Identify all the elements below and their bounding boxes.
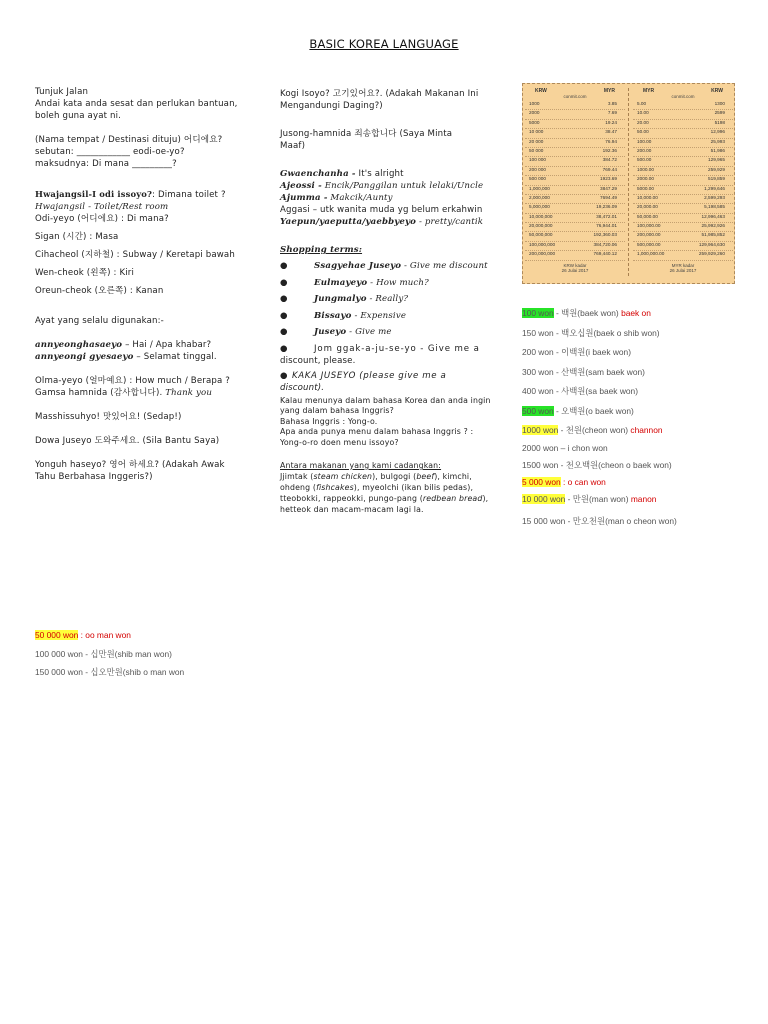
table-cell: 100,000,000	[529, 241, 556, 247]
table-cell: 500.00	[637, 157, 652, 163]
text-line: Oreun-cheok (오른쪽) : Kanan	[35, 286, 164, 296]
text-line: Tahu Berbahasa Inggeris?)	[35, 472, 153, 482]
text-line: Jjimtak (steam chicken), bulgogi (beef), kimchi,	[280, 472, 472, 481]
directions-title: Tunjuk Jalan	[35, 87, 89, 97]
farewell-line: annyeongi gyesaeyo – Selamat tinggal.	[35, 352, 217, 362]
table-row	[525, 204, 625, 213]
menu-block	[280, 396, 495, 449]
currency-rate-table	[522, 83, 735, 284]
table-cell: 1300	[714, 101, 725, 106]
list-item: 100 won - 백원(baek won) baek on	[522, 308, 651, 318]
text-line: Bahasa Inggris : Yong-o.	[280, 416, 378, 426]
text-line: Mengandungi Daging?)	[280, 101, 383, 111]
table-cell: 1000.00	[637, 166, 654, 172]
text-line: discount, please.	[280, 355, 356, 366]
table-cell: 51,985,852	[701, 232, 725, 238]
text-line: Apa anda punya menu dalam bahasa Inggris ? :	[280, 427, 474, 436]
table-cell: 500,000.00	[637, 241, 661, 247]
text-line: Kalau menunya dalam bahasa Korea dan anda ingin	[280, 395, 491, 405]
table-footer: MYR kadar 26 Julai 2017	[669, 262, 697, 273]
table-rows	[525, 101, 625, 261]
table-cell: 384,720.06	[593, 241, 617, 247]
table-source: conmit.com	[563, 94, 587, 99]
text-line: Dowa Juseyo 도와주세요. (Sila Bantu Saya)	[35, 436, 220, 446]
table-cell: 19,236.09	[596, 204, 617, 210]
table-cell: 384.72	[602, 157, 617, 163]
text-line: ohdeng (fishcakes), myeolchi (ikan bilis pedas),	[280, 483, 474, 492]
table-cell: 259,929,260	[698, 251, 725, 257]
list-item: 150 won - 백오십원(baek o shib won)	[522, 327, 660, 338]
table-cell: 1923.69	[600, 176, 617, 182]
table-row	[633, 157, 733, 166]
table-row	[633, 139, 733, 148]
table-row	[633, 110, 733, 119]
greeting-line: annyeonghasaeyo – Hai / Apa khabar?	[35, 340, 212, 350]
table-cell: 20.00	[637, 119, 649, 125]
term-line: Ajumma - Makcik/Aunty	[280, 193, 393, 203]
list-item: 200 won - 이백원(i baek won)	[522, 347, 631, 357]
table-cell: 5000.00	[637, 185, 654, 191]
table-cell: 3.85	[607, 101, 617, 106]
table-cell: 20,000.00	[637, 204, 658, 210]
list-item: 150 000 won - 십오만원(shib o man won	[35, 667, 185, 677]
table-row	[633, 176, 733, 185]
list-item: 1000 won - 천원(cheon won) channon	[522, 425, 663, 435]
krw-to-myr-column	[525, 88, 625, 273]
list-item: 100 000 won - 십만원(shib man won)	[35, 648, 172, 659]
text-line: Jusong-hamnida 죄송합니다 (Saya Minta	[280, 129, 453, 139]
table-row	[633, 129, 733, 138]
table-cell: 20 000	[529, 138, 544, 144]
table-cell: 192,360.03	[593, 232, 617, 238]
table-cell: 5198	[714, 119, 725, 125]
list-item: 10 000 won - 만원(man won) manon	[522, 494, 657, 504]
table-cell: 2000.00	[637, 176, 654, 182]
table-row	[633, 195, 733, 204]
table-row	[525, 167, 625, 176]
bullet-icon: ●	[280, 261, 288, 271]
table-header: MYR KRW	[643, 88, 723, 94]
list-item: ● Bissayo - Expensive	[280, 308, 495, 325]
table-cell: 25,992,926	[701, 223, 725, 229]
table-cell: 100.00	[637, 138, 652, 144]
table-cell: 5,198,585	[704, 204, 725, 210]
table-cell: 50,000,000	[529, 232, 553, 238]
list-item: ● Jom ggak-a-ju-se-yo - Give me a	[280, 343, 480, 354]
table-row	[633, 186, 733, 195]
list-item: 300 won - 산백원(sam baek won)	[522, 366, 645, 377]
table-cell: 100 000	[529, 157, 546, 163]
table-cell: 129,965	[708, 157, 725, 163]
text-line: Andai kata anda sesat dan perlukan bantuan,	[35, 99, 238, 109]
table-cell: 519,859	[708, 176, 725, 182]
food-block	[280, 460, 495, 515]
list-item: 2000 won – i chon won	[522, 442, 608, 453]
table-cell: 12,996	[710, 129, 725, 135]
table-row	[525, 176, 625, 185]
table-cell: 259,929	[708, 166, 725, 172]
table-row	[633, 167, 733, 176]
table-row	[633, 242, 733, 251]
table-cell: 38.47	[605, 129, 617, 135]
thanks-line: Gamsa hamnida (감사합니다). Thank you	[35, 388, 213, 398]
table-row	[525, 101, 625, 110]
table-row	[633, 101, 733, 110]
toilet-line: Hwajangsil-I odi issoyo?: Dimana toilet ?	[35, 189, 226, 200]
table-row	[525, 110, 625, 119]
text-line: Yonguh haseyo? 영어 하세요? (Adakah Awak	[35, 460, 225, 470]
table-cell: 10 000	[529, 129, 544, 135]
table-cell: 1000	[529, 101, 540, 106]
text-line: Maaf)	[280, 141, 306, 151]
text-line: maksudnya: Di mana _________?	[35, 159, 177, 169]
term-line: Ajeossi - Encik/Panggilan untuk lelaki/Uncle	[280, 181, 484, 191]
list-item: 400 won - 사백원(sa baek won)	[522, 386, 638, 396]
table-cell: 51,986	[710, 147, 725, 153]
table-cell: 10,000,000	[529, 213, 553, 219]
table-row	[525, 195, 625, 204]
table-row	[525, 251, 625, 260]
list-item: 50 000 won : oo man won	[35, 630, 131, 640]
term-line: Gwaenchanha - It's alright	[280, 169, 404, 179]
bullet-icon: ●	[280, 294, 288, 304]
table-cell: 50 000	[529, 147, 544, 153]
text-line: Cihacheol (지하철) : Subway / Keretapi bawah	[35, 250, 235, 260]
text-line: boleh guna ayat ni.	[35, 111, 122, 121]
table-cell: 500 000	[529, 176, 546, 182]
table-cell: 76,944.01	[596, 223, 617, 229]
table-cell: 129,964,630	[698, 241, 725, 247]
food-title: Antara makanan yang kami cadangkan:	[280, 461, 442, 470]
table-row	[525, 157, 625, 166]
table-cell: 2,000,000	[529, 194, 550, 200]
list-item: ● Jungmalyo - Really?	[280, 291, 495, 308]
text-line: Kogi Isoyo? 고기있어요?. (Adakah Makanan Ini	[280, 89, 479, 99]
table-cell: 769.44	[602, 166, 617, 172]
bottom-won-list	[35, 626, 295, 682]
table-row	[525, 148, 625, 157]
table-cell: 25,993	[710, 138, 725, 144]
table-cell: 1,000,000.00	[637, 251, 665, 257]
table-cell: 192.36	[602, 147, 617, 153]
shopping-title: Shopping terms:	[280, 245, 363, 255]
page-title: BASIC KOREA LANGUAGE	[309, 37, 459, 51]
left-column	[35, 86, 250, 483]
table-cell: 2599	[714, 110, 725, 116]
text-line: hetteok dan macam-macam lagi la.	[280, 505, 424, 514]
text-line: tteobokki, rappeokki, pungo-pang (redbean bread),	[280, 494, 489, 503]
table-row	[633, 232, 733, 241]
bullet-icon: ●	[280, 370, 288, 381]
list-item: 5 000 won : o can won	[522, 477, 606, 487]
table-cell: 38,472.01	[596, 213, 617, 219]
bullet-icon: ●	[280, 310, 288, 321]
table-cell: 5000	[529, 119, 540, 125]
table-cell: 19.24	[605, 119, 617, 125]
text-line: Yong-o-ro doen menu issoyo?	[280, 437, 399, 447]
text-line: Masshissuhyo! 맛있어요! (Sedap!)	[35, 412, 182, 422]
term-line: Yaepun/yaeputta/yaebbyeyo - pretty/cantik	[280, 217, 484, 227]
table-source: conmit.com	[671, 94, 695, 99]
won-list	[522, 304, 762, 531]
list-item: 15 000 won - 만오천원(man o cheon won)	[522, 515, 677, 526]
table-cell: 10.00	[637, 110, 649, 116]
table-cell: 76.94	[605, 138, 617, 144]
table-cell: 200.00	[637, 147, 652, 153]
table-cell: 769,440.12	[593, 251, 617, 257]
list-item: 500 won - 오백원(o baek won)	[522, 405, 634, 416]
table-row	[633, 120, 733, 129]
table-row	[525, 232, 625, 241]
text-line: Hwajangsil - Toilet/Rest room	[35, 202, 169, 212]
table-cell: 50.00	[637, 129, 649, 135]
table-row	[633, 148, 733, 157]
term-line: Aggasi – utk wanita muda yg belum erkahwin	[280, 205, 483, 215]
table-row	[633, 214, 733, 223]
text-line: Odi-yeyo (어디에요) : Di mana?	[35, 214, 169, 224]
middle-column	[280, 88, 495, 515]
shopping-list	[280, 258, 495, 341]
table-cell: 50,000.00	[637, 213, 658, 219]
list-item: ● KAKA JUSEYO (please give me a	[280, 370, 447, 381]
table-row	[525, 214, 625, 223]
table-row	[633, 251, 733, 260]
list-item: ● Juseyo - Give me	[280, 324, 495, 341]
table-cell: 7.69	[607, 110, 617, 116]
table-divider	[628, 88, 629, 276]
bullet-icon: ●	[280, 277, 288, 288]
table-row	[525, 186, 625, 195]
table-cell: 7694.49	[600, 194, 617, 200]
table-cell: 20,000,000	[529, 223, 553, 229]
table-cell: 2,599,293	[704, 194, 725, 200]
table-cell: 2000	[529, 110, 540, 116]
table-row	[525, 129, 625, 138]
text-line: Wen-cheok (왼쪽) : Kiri	[35, 268, 135, 278]
table-cell: 5,000,000	[529, 204, 550, 210]
table-rows	[633, 101, 733, 261]
table-header: KRW MYR	[535, 88, 615, 94]
table-row	[525, 223, 625, 232]
table-cell: 5.00	[637, 101, 647, 106]
table-row	[633, 223, 733, 232]
text-line: sebutan: ____________ eodi-oe-yo?	[35, 147, 185, 157]
table-cell: 200,000.00	[637, 232, 661, 238]
bullet-icon: ●	[280, 327, 288, 337]
table-cell: 100,000.00	[637, 223, 661, 229]
list-item: ● Ssagyehae Juseyo - Give me discount	[280, 258, 495, 275]
text-line: Ayat yang selalu digunakan:-	[35, 316, 164, 326]
table-row	[525, 120, 625, 129]
table-cell: 200,000,000	[529, 251, 556, 257]
table-footer: KRW kadar 26 Julai 2017	[561, 262, 589, 273]
table-cell: 1,000,000	[529, 185, 550, 191]
table-row	[525, 139, 625, 148]
bullet-icon: ●	[280, 343, 288, 354]
table-row	[525, 242, 625, 251]
text-line: (Nama tempat / Destinasi dituju) 어디에요?	[35, 135, 223, 145]
list-item: 1500 won - 천오백원(cheon o baek won)	[522, 459, 672, 470]
table-cell: 10,000.00	[637, 194, 658, 200]
text-line: discount).	[280, 382, 325, 393]
list-item: ● Eulmayeyo - How much?	[280, 275, 495, 292]
table-cell: 1,299,646	[704, 185, 725, 191]
table-cell: 12,996,463	[701, 213, 725, 219]
myr-to-krw-column	[633, 88, 733, 273]
text-line: yang dalam bahasa Inggris?	[280, 406, 394, 415]
text-line: Sigan (시간) : Masa	[35, 232, 119, 242]
text-line: Olma-yeyo (얼마예요) : How much / Berapa ?	[35, 376, 230, 386]
table-cell: 200 000	[529, 166, 546, 172]
table-cell: 3847.29	[600, 185, 617, 191]
table-row	[633, 204, 733, 213]
